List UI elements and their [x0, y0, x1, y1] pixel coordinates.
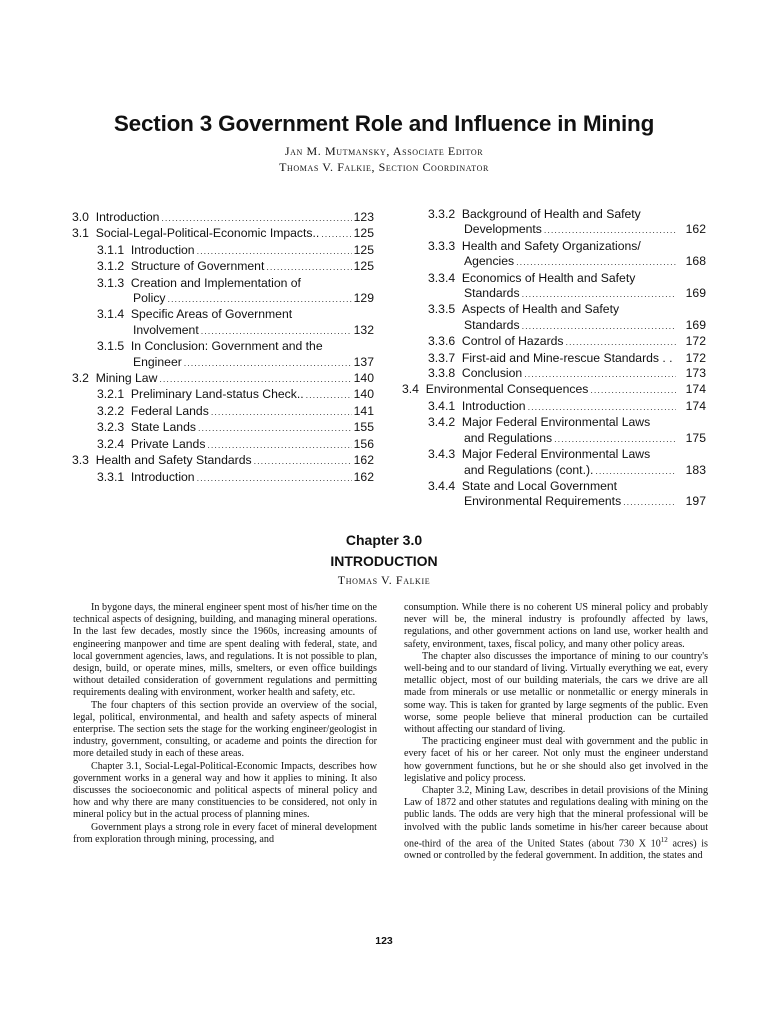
- toc-entry-page: 125: [353, 259, 374, 274]
- toc-entry-page: 140: [353, 387, 374, 402]
- toc-entry-title: State and Local Government: [461, 478, 618, 493]
- toc-entry-number: 3.1.5: [97, 339, 125, 354]
- toc-right-column: [402, 207, 706, 511]
- toc-entry-title-continued: Policy: [133, 291, 166, 306]
- toc-entry[interactable]: [402, 415, 706, 447]
- toc-entry-title: First-aid and Mine-rescue Standards . .: [461, 350, 673, 365]
- toc-entry-page: 172: [685, 350, 706, 365]
- section-coordinator-credit: Thomas V. Falkie, Section Coordinator: [279, 160, 489, 174]
- toc-entry[interactable]: [72, 307, 374, 339]
- toc-entry[interactable]: [402, 366, 706, 382]
- toc-entry-page: 129: [353, 291, 374, 306]
- toc-entry[interactable]: [72, 437, 374, 453]
- body-paragraph: In bygone days, the mineral engineer spent most of his/her time on the technical aspects of designing, building, and managing mineral operations. In the last few decades, mostly since the 1960s, increasing amounts of engineering manpower and time are spent dealing with federal, state, and local government agencies, laws, and regulations. It is not possible to plan, design, build, or operate mines, mills, smelters, or even office buildings without detailed consideration of government regulations and permitting requirements dealing with environment, worker health and safety, etc.: [73, 602, 377, 699]
- toc-entry[interactable]: [72, 470, 374, 486]
- toc-entry-title: Specific Areas of Government: [130, 307, 293, 322]
- toc-entry[interactable]: [72, 210, 374, 226]
- toc-entry-number: 3.3.3: [428, 238, 456, 253]
- toc-entry-number: 3.1.1: [97, 242, 125, 257]
- toc-entry[interactable]: [72, 453, 374, 469]
- toc-entry[interactable]: [402, 207, 706, 239]
- toc-entry[interactable]: [402, 447, 706, 479]
- toc-entry-page: 169: [685, 286, 706, 301]
- toc-entry-number: 3.2: [72, 371, 89, 386]
- toc-entry-page: 155: [353, 420, 374, 435]
- toc-entry-title: Structure of Government: [130, 259, 265, 274]
- toc-entry[interactable]: [402, 351, 706, 366]
- toc-entry-page: 156: [353, 436, 374, 451]
- toc-entry-title: Major Federal Environmental Laws: [461, 415, 651, 430]
- toc-entry-title: Introduction: [130, 469, 195, 484]
- toc-entry-page: 173: [685, 366, 706, 381]
- toc-entry-number: 3.2.3: [97, 420, 125, 435]
- body-text: Chapter 3.2, Mining Law, describes in detail provisions of the Mining Law of 1872 and other statutes and regulations dealing with mining on the public lands. The odds are very high that the mineral professional will be involved with the public lands sometime in his/her career because about one-third of the area of the United States (about 730 X 10: [404, 785, 708, 850]
- toc-entry-number: 3.1.2: [97, 259, 125, 274]
- toc-entry-number: 3.3.6: [428, 334, 456, 349]
- toc-entry-title: Control of Hazards: [461, 334, 564, 349]
- toc-entry-page: 172: [685, 334, 706, 349]
- toc-entry-title: State Lands: [130, 420, 196, 435]
- body-paragraph: The four chapters of this section provide an overview of the social, legal, political, environmental, and health and safety aspects of mineral enterprise. The section sets the stage for the working engineer/geologist in industry, government, consulting, or academe and points the direction for more detailed study in each of these areas.: [73, 699, 377, 760]
- toc-entry[interactable]: [72, 276, 374, 308]
- toc-entry[interactable]: [72, 387, 374, 403]
- toc-left-column: [72, 210, 374, 486]
- toc-entry-page: 169: [685, 317, 706, 332]
- chapter-author: Thomas V. Falkie: [337, 573, 431, 587]
- toc-entry[interactable]: [402, 271, 706, 303]
- toc-entry-page: 125: [353, 242, 374, 257]
- body-paragraph: Chapter 3.1, Social-Legal-Political-Economic Impacts, describes how government works in a general way and how it applies to mining. It also discusses the socioeconomic and political aspects of mineral policy and how and why there are many constituencies to be considered, not only in mineral policy but in the actual process of planning mines.: [73, 760, 377, 821]
- section-title: Section 3 Government Role and Influence in Mining: [113, 111, 655, 136]
- toc-entry-page: 183: [685, 462, 706, 477]
- toc-entry[interactable]: [72, 339, 374, 371]
- toc-entry-page: 162: [685, 222, 706, 237]
- toc-entry-page: 141: [353, 403, 374, 418]
- toc-entry-title: Health and Safety Organizations/: [461, 238, 641, 253]
- toc-entry-number: 3.2.1: [97, 387, 125, 402]
- toc-entry[interactable]: [402, 382, 706, 398]
- toc-entry-page: 162: [353, 469, 374, 484]
- toc-entry-number: 3.4.3: [428, 447, 456, 462]
- toc-entry-number: 3.2.4: [97, 436, 125, 451]
- toc-entry-page: 125: [353, 226, 374, 241]
- toc-entry-number: 3.0: [72, 210, 89, 224]
- chapter-label: Chapter 3.0: [345, 532, 423, 548]
- toc-entry-title: Conclusion: [461, 366, 523, 381]
- toc-entry-page: 132: [353, 322, 374, 337]
- toc-entry-title-continued: Involvement: [133, 322, 199, 337]
- associate-editor-credit: Jan M. Mutmansky, Associate Editor: [284, 144, 484, 158]
- toc-entry-title-continued: Developments: [464, 222, 542, 237]
- toc-entry-title: Economics of Health and Safety: [461, 270, 636, 285]
- body-right-column: [404, 602, 708, 863]
- toc-entry-title-continued: Standards: [464, 286, 520, 301]
- body-paragraph: The practicing engineer must deal with government and the public in every facet of his or her career. Not only must the engineer understand how government functions, but he or she should also get involved in the legislative and policy process.: [404, 736, 708, 784]
- toc-entry-title: Creation and Implementation of: [130, 275, 301, 290]
- toc-entry[interactable]: [402, 239, 706, 271]
- toc-entry-number: 3.3: [72, 453, 89, 468]
- toc-entry-number: 3.3.7: [428, 350, 456, 365]
- body-text: acres) is owned or controlled by the federal government. In addition, the states and: [404, 838, 708, 862]
- superscript-exponent: 12: [660, 835, 668, 844]
- toc-entry-title: Social-Legal-Political-Economic Impacts..: [95, 226, 320, 241]
- toc-entry-title-continued: and Regulations: [464, 430, 553, 445]
- toc-entry-title: Background of Health and Safety: [461, 207, 641, 221]
- toc-entry-number: 3.4.2: [428, 415, 456, 430]
- toc-entry-number: 3.4: [402, 382, 419, 397]
- page-number: 123: [375, 935, 393, 947]
- chapter-title: INTRODUCTION: [330, 553, 438, 569]
- toc-entry-number: 3.3.8: [428, 366, 456, 381]
- toc-entry-title: Health and Safety Standards: [95, 453, 252, 468]
- toc-entry-page: 197: [685, 494, 706, 509]
- toc-entry-title-continued: Standards: [464, 317, 520, 332]
- toc-entry-number: 3.4.4: [428, 478, 456, 493]
- body-paragraph: Government plays a strong role in every facet of mineral development from exploration through mining, processing, and: [73, 821, 377, 845]
- toc-entry-number: 3.3.4: [428, 270, 456, 285]
- toc-entry[interactable]: [402, 334, 706, 350]
- toc-entry-title: In Conclusion: Government and the: [130, 339, 323, 354]
- toc-entry-page: 168: [685, 254, 706, 269]
- toc-entry[interactable]: [72, 371, 374, 387]
- toc-entry-number: 3.3.2: [428, 207, 456, 221]
- body-paragraph: consumption. While there is no coherent US mineral policy and probably never will be, the mineral industry is profoundly affected by laws, regulations, and other government actions on land use, worker health and safety, environment, taxes, fiscal policy, and many other policy areas.: [404, 602, 708, 650]
- toc-entry-title: Aspects of Health and Safety: [461, 302, 620, 317]
- toc-entry-page: 175: [685, 430, 706, 445]
- body-paragraph: [404, 785, 708, 863]
- toc-entry-title-continued: Agencies: [464, 254, 515, 269]
- toc-entry[interactable]: [72, 404, 374, 420]
- body-left-column: [73, 602, 377, 846]
- body-paragraph: The chapter also discusses the importance of mining to our country's well-being and to our standard of living. Virtually everything we eat, every metallic object, most of our building materials, the cars we drive are all made from minerals or use metallic or nonmetallic or energy minerals in some way. This is taken for granted by large segments of the public. Even worse, some people believe that mineral production can be curtailed without affecting our standard of living.: [404, 650, 708, 736]
- toc-entry-title: Environmental Consequences: [425, 382, 589, 397]
- toc-entry-title: Mining Law: [95, 371, 158, 386]
- toc-entry-title: Introduction: [130, 242, 195, 257]
- toc-entry-page: 137: [353, 354, 374, 369]
- toc-entry-number: 3.2.2: [97, 403, 125, 418]
- toc-entry-title-continued: and Regulations (cont.).: [464, 462, 594, 477]
- toc-entry-number: 3.1: [72, 226, 89, 241]
- toc-entry[interactable]: [402, 302, 706, 334]
- toc-entry-page: 174: [685, 398, 706, 413]
- toc-entry-number: 3.1.4: [97, 307, 125, 322]
- toc-entry-page: 123: [353, 210, 374, 224]
- toc-entry-page: 140: [353, 371, 374, 386]
- toc-entry[interactable]: [72, 420, 374, 436]
- toc-entry-title-continued: Engineer: [133, 354, 182, 369]
- toc-entry-title: Federal Lands: [130, 403, 209, 418]
- toc-entry[interactable]: [72, 243, 374, 259]
- toc-entry[interactable]: [402, 479, 706, 511]
- toc-entry-title: Introduction: [461, 398, 526, 413]
- toc-entry-number: 3.1.3: [97, 275, 125, 290]
- toc-entry-title-continued: Environmental Requirements: [464, 494, 622, 509]
- toc-entry-title: Major Federal Environmental Laws: [461, 447, 651, 462]
- toc-entry[interactable]: [72, 226, 374, 242]
- toc-entry-number: 3.4.1: [428, 398, 456, 413]
- toc-entry-number: 3.3.5: [428, 302, 456, 317]
- toc-entry[interactable]: [72, 259, 374, 275]
- toc-entry[interactable]: [402, 399, 706, 415]
- toc-entry-title: Introduction: [95, 210, 160, 224]
- toc-entry-page: 162: [353, 453, 374, 468]
- toc-entry-title: Preliminary Land-status Check..: [130, 387, 304, 402]
- toc-entry-number: 3.3.1: [97, 469, 125, 484]
- toc-entry-page: 174: [685, 382, 706, 397]
- toc-entry-title: Private Lands: [130, 436, 206, 451]
